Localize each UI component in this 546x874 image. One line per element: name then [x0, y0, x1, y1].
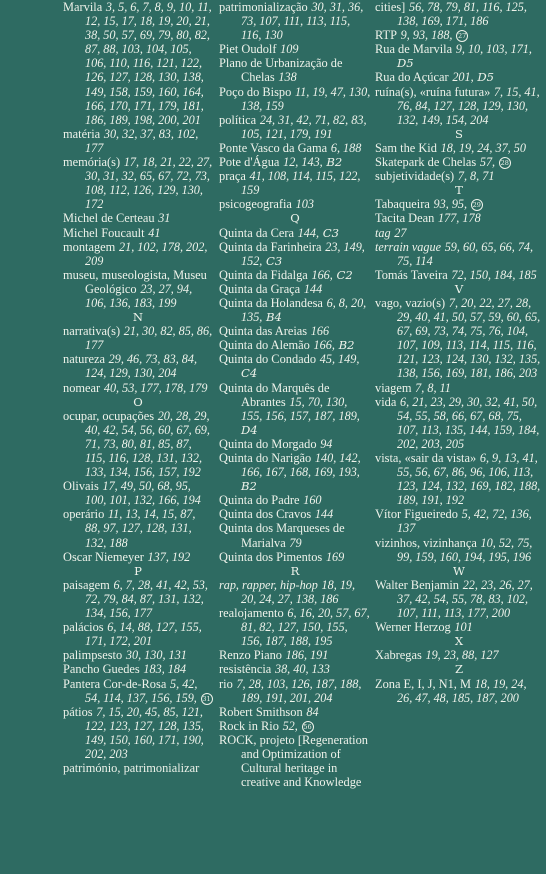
index-term: operário — [63, 507, 105, 522]
index-section-letter: S — [455, 126, 463, 141]
page-numbers: 15, 70, 130, 155, 156, 157, 187, 189, — [241, 394, 360, 423]
page-numbers: 7, 28, 103, 126, 187, 188, 189, 191, 201, 204 — [236, 676, 362, 705]
index-entry — [375, 648, 543, 662]
index-entry — [375, 85, 543, 127]
index-column-1 — [63, 0, 213, 775]
index-term: Quinta da Cera — [219, 225, 295, 240]
index-term: paisagem — [63, 577, 110, 592]
index-entry — [219, 521, 371, 549]
page-numbers: 7, 8, 11 — [415, 380, 451, 395]
index-entry — [219, 282, 371, 296]
page-numbers: 7, 8, 71 — [457, 169, 495, 184]
page-numbers: 6, 14, 88, 127, 155, 171, 172, 201 — [85, 620, 202, 649]
index-entry — [375, 28, 543, 42]
index-entry — [219, 451, 371, 493]
index-term: ROCK, projeto [Regeneration and Optimization of Cultural heritage in creative and Knowledge — [219, 732, 368, 790]
map-reference: C3 — [266, 253, 283, 268]
map-reference: B4 — [266, 310, 282, 325]
index-term: património, patrimonializar — [63, 761, 200, 776]
index-entry — [63, 240, 213, 268]
index-entry — [219, 437, 371, 451]
index-entry — [219, 42, 371, 56]
index-term: Piet Oudolf — [219, 42, 277, 57]
index-term: Werner Herzog — [375, 620, 451, 635]
index-term: Ponte Vasco da Gama — [219, 140, 328, 155]
index-term: Olivais — [63, 479, 99, 494]
map-reference: C4 — [241, 366, 258, 381]
index-entry — [63, 226, 213, 240]
page-numbers: 93, 95, — [433, 197, 468, 212]
page-numbers: 144 — [303, 281, 323, 296]
index-entry — [219, 240, 371, 268]
page-numbers: 201, — [452, 70, 474, 85]
page-numbers: 17, 18, 21, 22, 27, 30, 31, 32, 65, 67, 72, 73, 108, 112, 126, 129, 130, 172 — [85, 155, 213, 212]
page-numbers: 103 — [295, 197, 314, 212]
page-numbers: 20, 28, 29, 40, 42, 54, 56, 60, 67, 69, 71, 73, 80, 81, 85, 87, 115, 116, 128, 131, 132, 133, 134, 156, 157, 192 — [85, 408, 210, 480]
page-numbers: 7, 15, 41, 76, 84, 127, 128, 129, 130, 132, 149, 154, 204 — [397, 84, 540, 127]
index-term: Pote d'Água — [219, 155, 280, 170]
page-numbers: 166 — [310, 324, 330, 339]
index-term: política — [219, 112, 257, 127]
index-term: Sam the Kid — [375, 140, 437, 155]
index-term: vida — [375, 394, 397, 409]
index-entry — [63, 507, 213, 549]
index-entry — [63, 0, 213, 127]
index-entry — [375, 70, 543, 84]
index-term: patrimonialização — [219, 0, 308, 14]
index-term: vizinhos, vizinhança — [375, 535, 477, 550]
index-term: rio — [219, 676, 233, 691]
index-entry — [219, 56, 371, 84]
index-term: Tacita Dean — [375, 211, 435, 226]
index-entry — [375, 42, 543, 70]
index-entry — [63, 677, 213, 705]
index-term: ruína(s), «ruína futura» — [375, 84, 491, 99]
page-numbers: 40, 53, 177, 178, 179 — [103, 380, 208, 395]
index-section-letter: R — [290, 563, 300, 578]
index-entry — [219, 705, 371, 719]
page-numbers: 18, 19, 20, 24, 27, 138, 186 — [241, 577, 356, 606]
page-numbers: 6, 21, 23, 29, 30, 32, 41, 50, 54, 55, 58, 66, 67, 68, 75, 107, 113, 135, 144, 159, 184, 202, 203, 205 — [397, 394, 540, 451]
page-numbers: 186, 191 — [285, 648, 329, 663]
page-numbers: 38, 40, 133 — [274, 662, 330, 677]
index-term-italic: terrain vague — [375, 239, 442, 254]
page-numbers: 6, 16, 20, 57, 67, 81, 82, 127, 150, 155, 156, 187, 188, 195 — [241, 606, 370, 649]
index-term: matéria — [63, 126, 101, 141]
index-section-letter: T — [455, 183, 463, 198]
index-term: nomear — [63, 380, 101, 395]
page-numbers: 57, — [479, 155, 496, 170]
index-term: museu, museologista, Museu Geológico — [63, 267, 207, 296]
index-term: subjetividade(s) — [375, 169, 455, 184]
index-term: Quinta do Padre — [219, 493, 300, 508]
index-term: Marvila — [63, 0, 103, 14]
page-numbers: 17, 49, 50, 68, 95, 100, 101, 132, 166, 194 — [85, 479, 201, 508]
index-term: Quinta do Alemão — [219, 338, 310, 353]
index-term: Plano de Urbanização de Chelas — [219, 56, 343, 85]
page-numbers: 144 — [314, 507, 334, 522]
index-section-letter: Z — [454, 662, 464, 677]
index-entry — [375, 381, 543, 395]
index-term: Tomás Taveira — [375, 267, 448, 282]
index-term: Michel de Certeau — [63, 211, 155, 226]
index-entry — [63, 705, 213, 761]
page-bottom-edge — [0, 866, 546, 874]
index-entry — [375, 169, 543, 183]
index-term: Michel Foucault — [63, 225, 145, 240]
index-entry — [375, 536, 543, 564]
index-term: viagem — [375, 380, 412, 395]
index-term: memória(s) — [63, 155, 121, 170]
index-term: ocupar, ocupações — [63, 408, 155, 423]
index-entry — [219, 381, 371, 437]
circled-number-badge: 31 — [202, 694, 211, 703]
index-entry — [63, 409, 213, 479]
index-section-letter: N — [132, 310, 144, 325]
map-reference: C3 — [322, 225, 339, 240]
circled-number-badge: 28 — [500, 159, 509, 168]
index-entry — [63, 127, 213, 155]
index-entry — [219, 662, 371, 676]
index-entry — [219, 606, 371, 648]
index-term: cities] — [375, 0, 406, 14]
index-term: Rua do Açúcar — [375, 70, 449, 85]
index-column-3 — [375, 0, 543, 705]
index-term: Vítor Figueiredo — [375, 507, 458, 522]
page-numbers: 45, 149, — [319, 352, 360, 367]
index-entry — [219, 226, 371, 240]
page-numbers: 166, — [311, 267, 333, 282]
page-numbers: 21, 30, 82, 85, 86, 177 — [85, 324, 213, 353]
index-term: RTP — [375, 28, 397, 43]
page-numbers: 18, 19, 24, 26, 47, 48, 185, 187, 200 — [397, 676, 527, 705]
index-entry — [219, 338, 371, 352]
page-numbers: 7, 20, 22, 27, 28, 29, 40, 41, 50, 57, 59, 60, 65, 67, 69, 73, 74, 75, 76, 104, 107, 109, 113, 114, 115, 116, 121, 123, 124, 130, 132, 135, 138, 156, 169, 181, 186, 203 — [397, 295, 541, 381]
index-term: Quinta do Marquês de Abrantes — [219, 380, 330, 409]
index-term: Pantera Cor-de-Rosa — [63, 676, 167, 691]
map-reference: B2 — [338, 338, 355, 353]
index-term: Quinta da Holandesa — [219, 295, 323, 310]
index-entry — [375, 240, 543, 268]
index-entry — [219, 85, 371, 113]
index-entry — [219, 677, 371, 705]
index-entry — [63, 268, 213, 310]
page-numbers: 23, 149, 152, — [241, 239, 365, 268]
page-numbers: 144, — [297, 225, 320, 240]
index-entry — [375, 395, 543, 451]
page-numbers: 138 — [278, 70, 297, 85]
index-term: Rock in Rio — [219, 718, 279, 733]
index-term: Quinta do Narigão — [219, 451, 312, 465]
index-term: Rua de Marvila — [375, 42, 453, 57]
index-term: palimpsesto — [63, 648, 123, 663]
index-entry — [375, 268, 543, 282]
page-numbers: 166, — [313, 338, 335, 353]
index-term: Pancho Guedes — [63, 662, 140, 677]
index-entry — [219, 507, 371, 521]
circled-number-badge: 56 — [303, 722, 312, 731]
index-term: Quinta do Morgado — [219, 436, 317, 451]
index-section-letter: W — [453, 563, 465, 578]
index-entry — [219, 719, 371, 733]
index-section-letter: X — [454, 634, 464, 649]
index-term-italic: rap, rapper, hip-hop — [219, 577, 318, 592]
page-numbers: 160 — [303, 493, 322, 508]
index-column-2 — [219, 0, 371, 789]
index-entry — [219, 141, 371, 155]
index-entry — [219, 733, 371, 789]
index-term: Quinta da Farinheira — [219, 239, 322, 254]
page-numbers: 56, 78, 79, 81, 116, 125, 138, 169, 171, 186 — [397, 0, 527, 29]
index-entry — [63, 381, 213, 395]
index-term: Renzo Piano — [219, 648, 282, 663]
page-numbers: 6, 188 — [330, 140, 362, 155]
index-term: Quinta das Areias — [219, 324, 308, 339]
index-term: Tabaqueira — [375, 197, 430, 212]
page-numbers: 137, 192 — [147, 549, 191, 564]
index-section-letter: V — [454, 281, 464, 296]
index-term: vista, «sair da vista» — [375, 451, 477, 465]
page-numbers: 27 — [394, 225, 407, 240]
index-entry — [375, 197, 543, 211]
page-numbers: 84 — [306, 704, 319, 719]
index-term: palácios — [63, 620, 104, 635]
index-term: Walter Benjamin — [375, 577, 459, 592]
index-term: Robert Smithson — [219, 704, 303, 719]
index-term: pátios — [63, 704, 93, 719]
index-term: natureza — [63, 352, 105, 367]
page-numbers: 21, 102, 178, 202, 209 — [85, 239, 208, 268]
map-reference: C2 — [336, 267, 353, 282]
page-numbers: 31 — [158, 211, 171, 226]
page-numbers: 59, 60, 65, 66, 74, 75, 114 — [397, 239, 534, 268]
page-numbers: 177, 178 — [438, 211, 481, 226]
page-numbers: 29, 46, 73, 83, 84, 124, 129, 130, 204 — [85, 352, 198, 381]
page-numbers: 41 — [148, 225, 161, 240]
index-entry — [63, 155, 213, 211]
page-numbers: 169 — [325, 549, 345, 564]
index-entry — [375, 0, 543, 28]
map-reference: D5 — [397, 56, 414, 71]
map-reference: B2 — [326, 155, 343, 170]
index-entry — [219, 268, 371, 282]
index-entry — [219, 169, 371, 197]
index-section-letter: O — [133, 394, 143, 409]
page-numbers: 3, 5, 6, 7, 8, 9, 10, 11, 12, 15, 17, 18, 19, 20, 21, 38, 50, 57, 69, 79, 80, 82, 87, 88, 103, 104, 105, 106, 110, 116, 121, 122, 126, 127, 128, 130, 138, 149, 158, 159, 160, 164, 166, 170, 171, 179, 181, 186, 189, 198, 200, 201 — [85, 0, 212, 127]
index-entry — [375, 155, 543, 169]
page-numbers: 23, 27, 94, 106, 136, 183, 199 — [85, 281, 193, 310]
page-numbers: 22, 23, 26, 27, 37, 42, 54, 55, 78, 83, 102, 107, 111, 113, 177, 200 — [397, 577, 533, 621]
index-entry — [375, 211, 543, 225]
index-section-letter: P — [134, 563, 142, 578]
page-numbers: 140, 142, 166, 167, 168, 169, 193, — [241, 451, 361, 480]
page-numbers: 7, 15, 20, 45, 85, 121, 122, 123, 127, 128, 135, 149, 150, 160, 171, 190, 202, 203 — [85, 704, 204, 761]
index-entry — [375, 620, 543, 634]
circled-number-badge: 29 — [472, 201, 481, 210]
page-numbers: 19, 23, 88, 127 — [425, 648, 499, 663]
index-entry — [219, 155, 371, 169]
index-term: Poço do Bispo — [219, 84, 292, 99]
index-term: realojamento — [219, 606, 284, 621]
page-numbers: 9, 10, 103, 171, — [455, 42, 532, 57]
page-numbers: 72, 150, 184, 185 — [451, 267, 537, 282]
index-term: resistência — [219, 662, 272, 677]
page-numbers: 11, 13, 14, 15, 87, 88, 97, 127, 128, 131, 132, 188 — [85, 507, 196, 550]
index-term: Zona E, I, J, N1, M — [375, 676, 472, 691]
index-term: Oscar Niemeyer — [63, 549, 144, 564]
index-term: narrativa(s) — [63, 324, 121, 339]
page-numbers: 24, 31, 42, 71, 82, 83, 105, 121, 179, 191 — [241, 112, 367, 141]
index-entry — [375, 507, 543, 535]
page-numbers: 79 — [289, 535, 302, 550]
page-numbers: 12, 143, — [283, 155, 323, 170]
index-entry — [219, 648, 371, 662]
index-entry — [375, 296, 543, 381]
index-term: montagem — [63, 239, 116, 254]
index-term: Quinta dos Cravos — [219, 507, 312, 522]
index-entry — [63, 352, 213, 380]
index-entry — [63, 578, 213, 620]
page-numbers: 10, 52, 75, 99, 159, 160, 194, 195, 196 — [397, 535, 533, 564]
index-entry — [219, 493, 371, 507]
index-term: praça — [219, 169, 246, 184]
page-numbers: 41, 108, 114, 115, 122, 159 — [241, 169, 361, 198]
index-entry — [63, 761, 213, 775]
index-entry — [63, 648, 213, 662]
index-term-italic: tag — [375, 225, 391, 240]
index-entry — [219, 578, 371, 606]
page-numbers: 30, 32, 37, 83, 102, 177 — [85, 126, 199, 155]
index-entry — [219, 550, 371, 564]
page-numbers: 18, 19, 24, 37, 50 — [440, 140, 526, 155]
page-numbers: 101 — [454, 620, 473, 635]
index-entry — [219, 324, 371, 338]
index-entry — [63, 211, 213, 225]
index-term: Skatepark de Chelas — [375, 155, 477, 170]
index-entry — [375, 226, 543, 240]
index-entry — [375, 141, 543, 155]
page-numbers: 183, 184 — [143, 662, 187, 677]
circled-number-badge: 27 — [458, 32, 467, 41]
index-entry — [219, 0, 371, 42]
index-entry — [219, 296, 371, 324]
page-numbers: 11, 19, 47, 130, 138, 159 — [241, 84, 371, 113]
index-entry — [63, 550, 213, 564]
page-numbers: 30, 31, 36, 73, 107, 111, 113, 115, 116, 130 — [241, 0, 364, 43]
index-term: psicogeografia — [219, 197, 292, 212]
page-numbers: 94 — [320, 436, 333, 451]
index-section-letter: Q — [290, 211, 300, 226]
page-numbers: 5, 42, 72, 136, 137 — [397, 507, 532, 536]
page-numbers: 6, 9, 13, 41, 55, 56, 67, 86, 96, 106, 113, 123, 124, 132, 169, 182, 188, 189, 191, 192 — [397, 451, 541, 508]
page-numbers: 30, 130, 131 — [125, 648, 187, 663]
index-term: vago, vazio(s) — [375, 295, 446, 310]
index-entry — [63, 479, 213, 507]
index-entry — [375, 578, 543, 620]
map-reference: D4 — [241, 422, 258, 437]
index-entry — [63, 620, 213, 648]
page-numbers: 6, 7, 28, 41, 42, 53, 72, 79, 84, 87, 131, 132, 134, 156, 177 — [85, 577, 208, 621]
index-entry — [219, 113, 371, 141]
index-entry — [375, 451, 543, 507]
map-reference: D5 — [477, 70, 495, 85]
index-term: Quinta da Fidalga — [219, 267, 308, 282]
index-term: Quinta dos Marqueses de Marialva — [219, 521, 345, 550]
page-numbers: 5, 42, 54, 114, 137, 156, 159, — [85, 676, 198, 705]
index-term: Xabregas — [375, 648, 422, 663]
map-reference: B2 — [241, 479, 257, 494]
index-entry — [375, 677, 543, 705]
page-numbers: 6, 8, 20, 135, — [241, 295, 367, 325]
index-entry — [219, 197, 371, 211]
page-numbers: 9, 93, 188, — [400, 28, 453, 43]
index-entry — [219, 352, 371, 380]
page-numbers: 109 — [280, 42, 299, 57]
index-entry — [63, 324, 213, 352]
index-term: Quinta dos Pimentos — [219, 549, 323, 564]
index-term: Quinta da Graça — [219, 281, 301, 296]
index-term: Quinta do Condado — [219, 352, 317, 367]
index-entry — [63, 662, 213, 676]
page-numbers: 52, — [282, 718, 298, 733]
